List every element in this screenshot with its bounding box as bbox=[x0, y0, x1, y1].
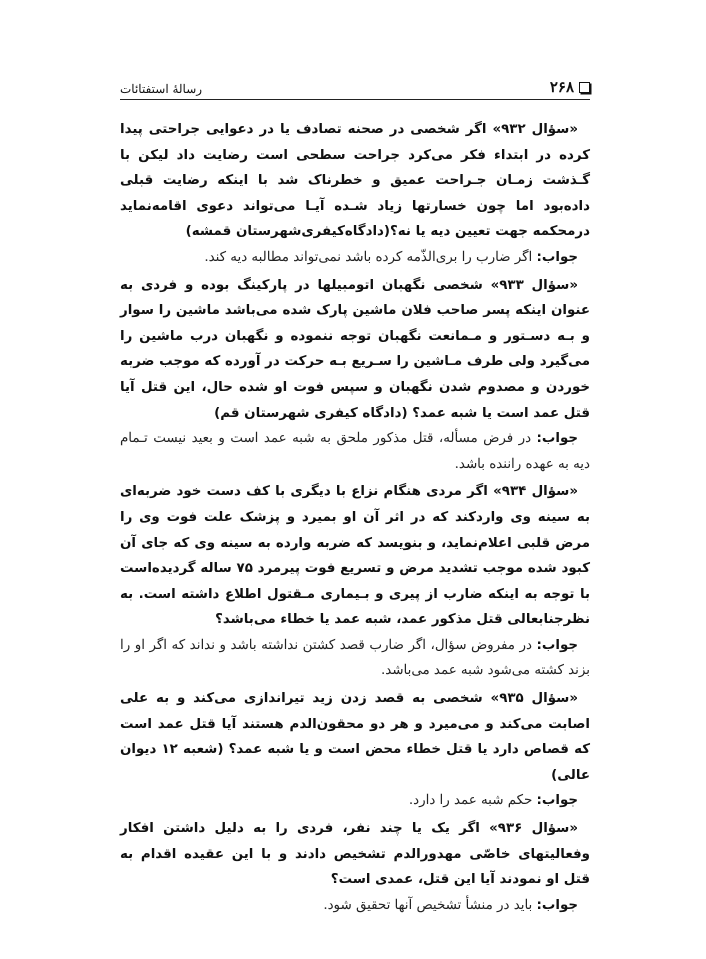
question-text: اگر شخصی در صحنه تصادف یا در دعوایی جراحتی پیدا کرده در ابتداء فکر می‌کرد جراحت سطحی است رضایت داد لیکن با گـذشت زمـان جـراحت عمیق و خطرناک شد با اینکه رضایت قبلی داده‌بود اما چون خسارتها زیاد شـده آیـا می‌تواند دعوی اقامه‌نماید درمحکمه‌ جهت تعیین دیه یا نه؟(دادگاه‌کیفری‌شهرستان قمشه) bbox=[120, 122, 590, 240]
running-title: رسالۀ استفتائات bbox=[120, 82, 203, 96]
question-paragraph bbox=[120, 273, 590, 427]
answer-label: جواب: bbox=[536, 431, 578, 447]
answer-label: جواب: bbox=[536, 249, 578, 265]
square-bullet-icon bbox=[579, 82, 590, 93]
answer-paragraph bbox=[120, 633, 590, 684]
question-paragraph bbox=[120, 117, 590, 245]
answer-text: در مفروض سؤال، اگر ضارب قصد کشتن نداشته باشد و نداند که اگر او را بزند کشته می‌شود شبه عمد می‌باشد. bbox=[120, 637, 590, 679]
page-body bbox=[120, 117, 590, 920]
question-label: «سؤال ۹۳۶» bbox=[489, 821, 578, 837]
answer-text: در فرض مسأله، قتل مذکور ملحق به شبه عمد است و بعید نیست تـمام دیه به عهده راننده باشد. bbox=[120, 431, 590, 472]
question-label: «سؤال ۹۳۴» bbox=[493, 484, 578, 500]
answer-text: حکم شبه عمد را دارد. bbox=[408, 793, 533, 809]
page-number: ۲۶۸ bbox=[549, 78, 574, 96]
question-label: «سؤال ۹۳۳» bbox=[490, 277, 578, 293]
answer-paragraph bbox=[120, 426, 590, 477]
question-label: «سؤال ۹۳۵» bbox=[490, 691, 578, 707]
question-text: شخصی به قصد زدن زید تیراندازی می‌کند و به علی اصابت می‌کند و می‌میرد و هر دو محقون‌الدم هستند آیا قتل عمد است که قصاص دارد یا قتل خطاء محض است و یا شبه عمد؟ (شعبه ۱۲ دیوان عالی) bbox=[120, 691, 590, 783]
answer-text: اگر ضارب را بری‌الذّمه کرده باشد نمی‌تواند مطالبه دیه کند. bbox=[204, 249, 533, 265]
answer-label: جواب: bbox=[536, 637, 578, 653]
answer-paragraph bbox=[120, 245, 590, 271]
question-paragraph bbox=[120, 479, 590, 633]
question-text: اگر یک یا چند نفر، فردی را به دلیل داشتن افکار وفعالیتهای خاصّی مهدورالدم تشخیص دادند و با این عقیده اقدام به قتل او نمودند آیا این قتل، عمدی است؟ bbox=[120, 821, 590, 888]
answer-paragraph bbox=[120, 893, 590, 919]
page-header bbox=[120, 70, 590, 100]
question-paragraph bbox=[120, 816, 590, 893]
answer-text: باید در منشأ تشخیص آنها تحقیق شود. bbox=[323, 897, 533, 913]
answer-paragraph bbox=[120, 788, 590, 814]
answer-label: جواب: bbox=[536, 793, 578, 809]
question-paragraph bbox=[120, 686, 590, 788]
question-text: اگر مردی هنگام نزاع با دیگری با کف دست خود ضربه‌ای به سینه وی واردکند که در اثر آن او بمیرد و پزشک علت فوت وی را مرض قلبی اعلام‌نماید، و بنویسد که ضربه وارده به سینه وی که جای آن کبود شده موجب تشدید مرض و تسریع فوت پیرمرد ۷۵ ساله گردیده‌است با توجه به اینکه ضارب از پیری و بـیماری مـقتول اطلاع داشته است. به نظرجنابعالی قتل مذکور عمد، شبه عمد یا خطاء می‌باشد؟ bbox=[120, 484, 590, 628]
answer-label: جواب: bbox=[536, 897, 578, 913]
page-number-block bbox=[550, 78, 590, 96]
question-text: شخصی نگهبان اتومبیلها در پارکینگ بوده و فردی به عنوان اینکه پسر صاحب فلان ماشین پارک شده می‌باشد ماشین را سوار و بـه دسـتور و مـمانعت نگهبان توجه ننموده و نگهبان درب ماشین را می‌گیرد ولی طرف مـاشین را سـریع بـه حرکت در آورده که موجب ضربه خوردن و مصدوم شدن نگهبان و سپس فوت او شده حال، این قتل آیا قتل عمد است یا شبه عمد؟ (دادگاه کیفری شهرستان قم) bbox=[120, 277, 590, 421]
question-label: «سؤال ۹۳۲» bbox=[492, 122, 578, 137]
